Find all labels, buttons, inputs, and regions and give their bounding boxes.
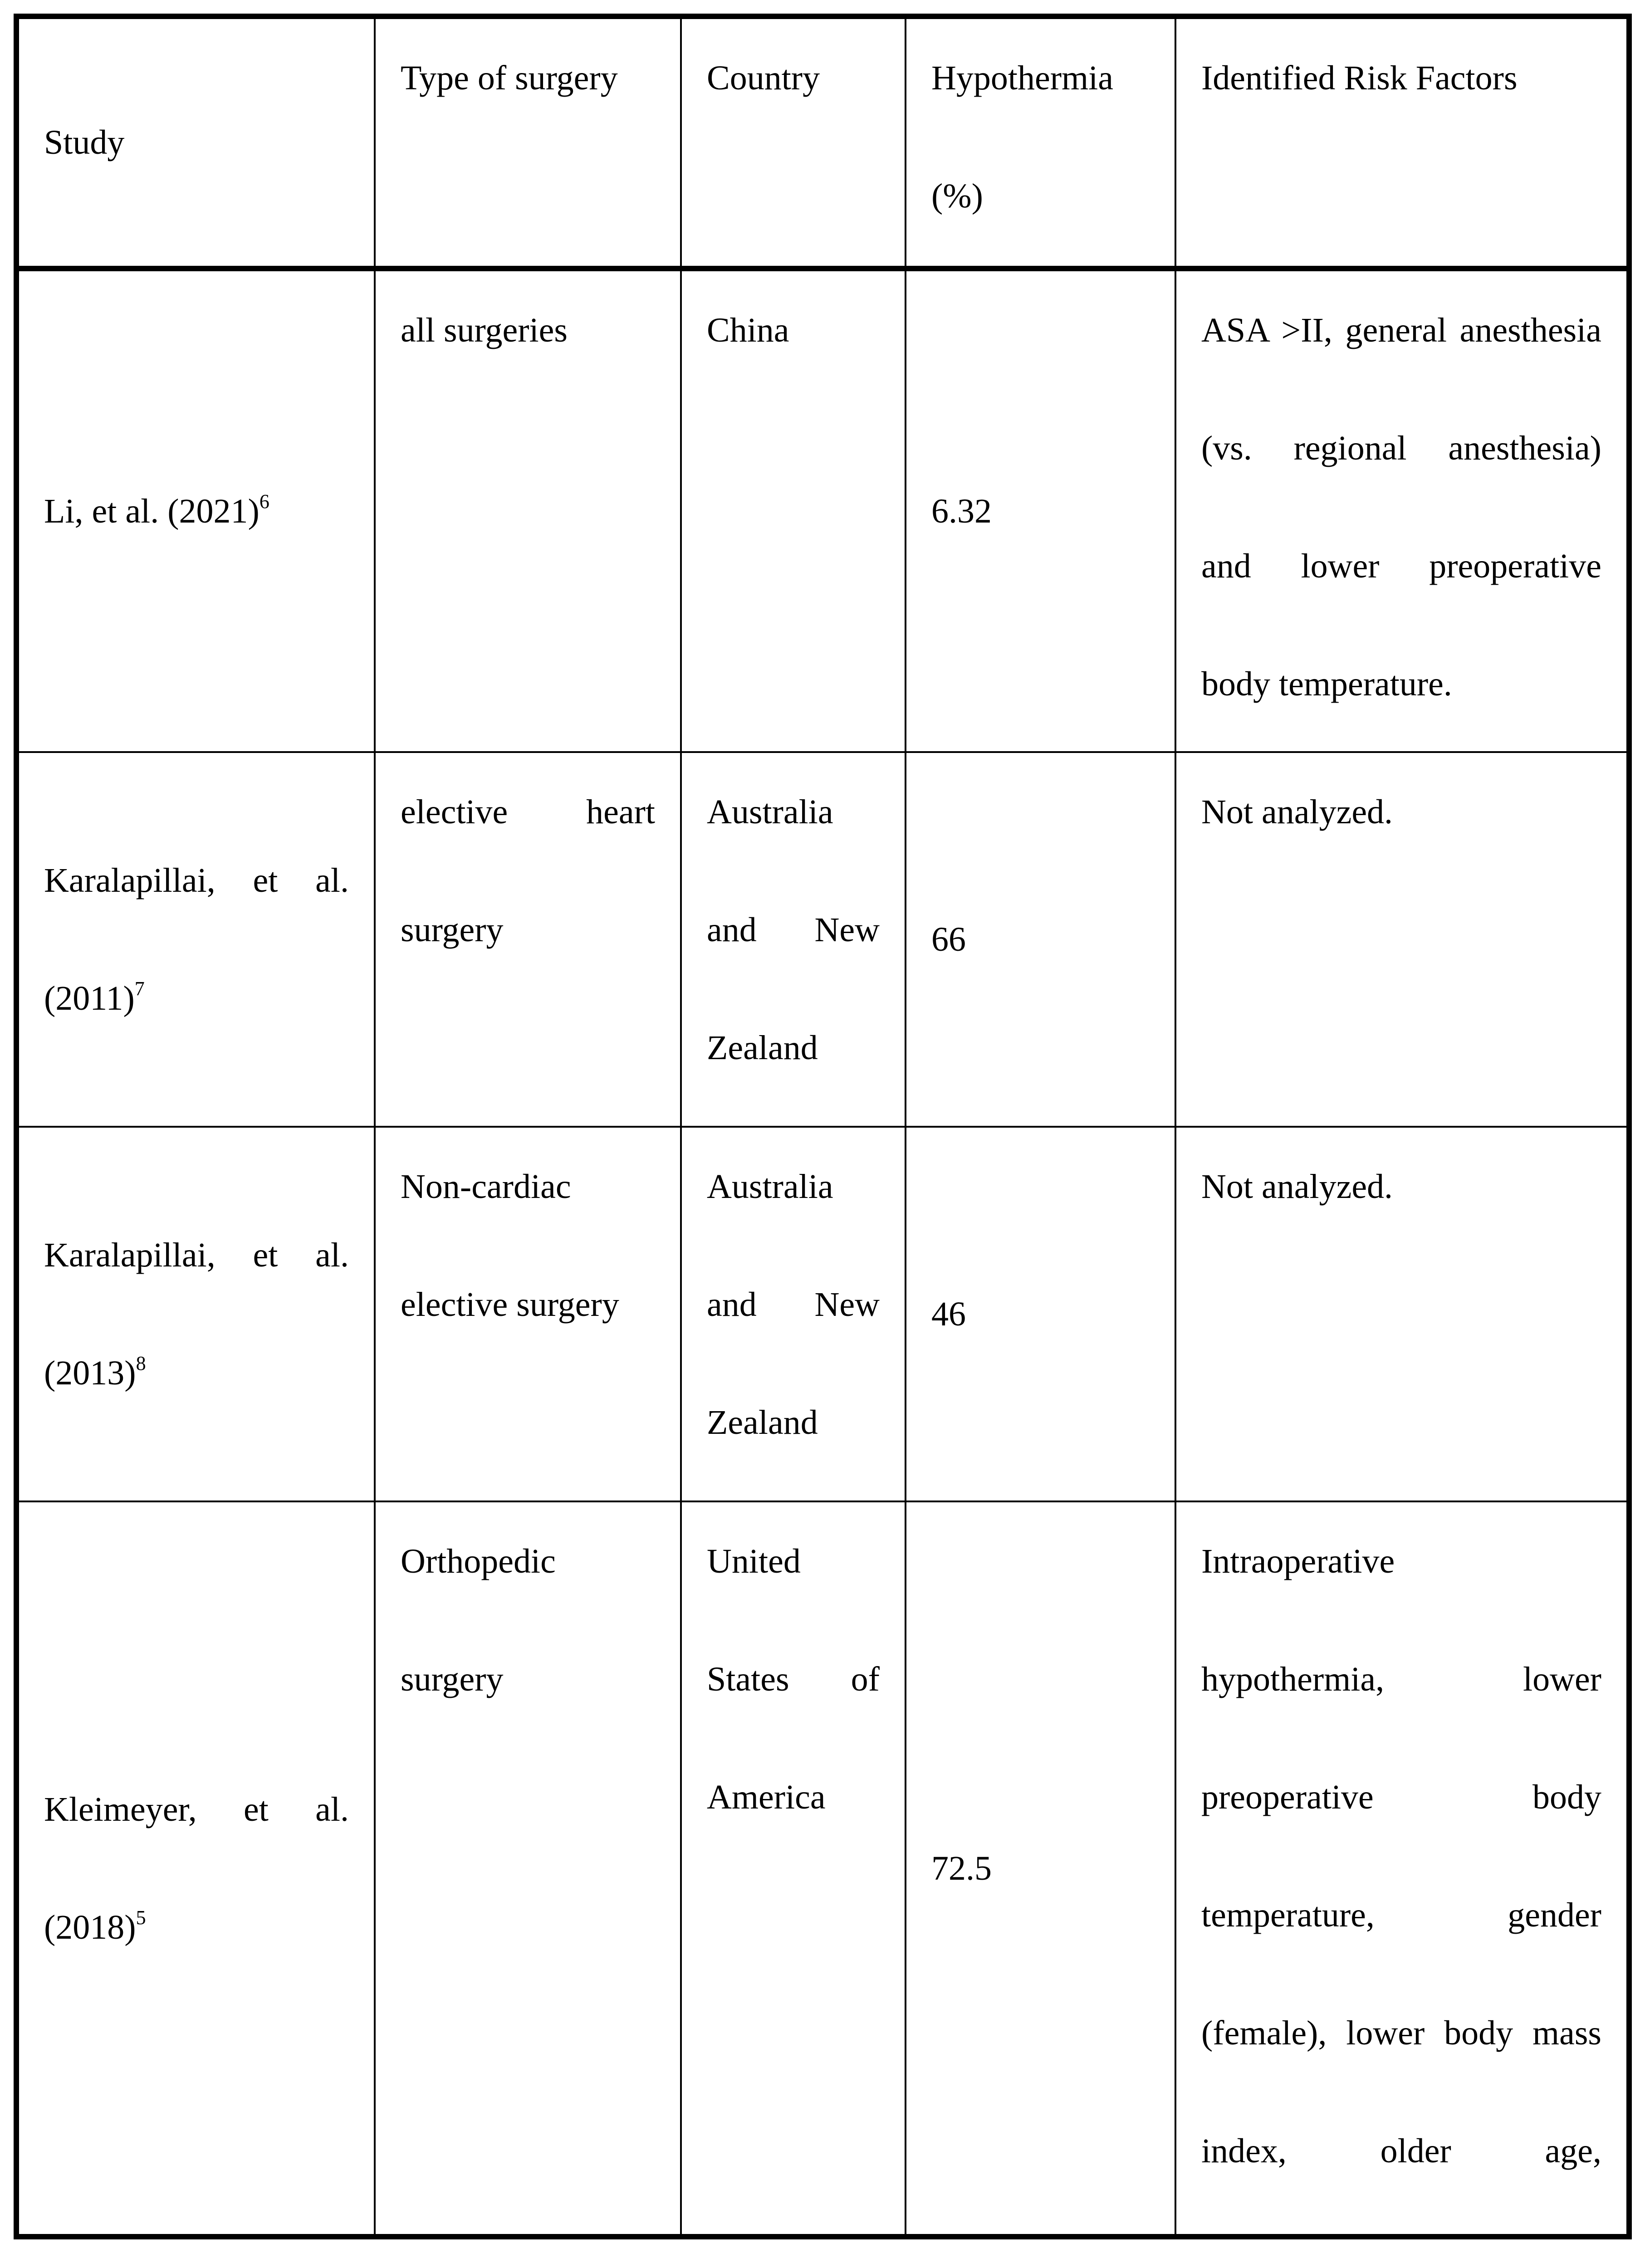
risk-factor-line: index, older age, — [1201, 2132, 1601, 2170]
hypothermia-cell — [906, 1501, 1175, 2237]
country-cell — [681, 752, 906, 1127]
surgery-type-line: Non-cardiac — [401, 1168, 571, 1206]
risk-factor-line: body temperature. — [1201, 665, 1452, 703]
risk-factors-cell — [1175, 752, 1629, 1127]
study-name-line: $(2018)^5$ — [44, 1906, 146, 1946]
table-header-row — [16, 16, 1629, 269]
surgery-cell — [375, 752, 681, 1127]
study-cell — [16, 752, 375, 1127]
surgery-cell — [375, 1501, 681, 2237]
surgery-type-line: elective heart — [401, 793, 655, 831]
study-cell — [16, 1501, 375, 2237]
header-type-of-surgery-cell — [375, 16, 681, 269]
country-line: China — [707, 311, 789, 349]
header-hypothermia-line1: Hypothermia — [931, 59, 1114, 97]
surgery-type-line: elective surgery — [401, 1286, 619, 1324]
study-name-line: $(2013)^8$ — [44, 1352, 146, 1392]
reference-superscript: 5 — [136, 1906, 146, 1929]
table-row — [16, 1501, 1629, 2237]
document-page — [0, 14, 1640, 2268]
country-line: Zealand — [707, 1403, 818, 1442]
surgery-type-line: all surgeries — [401, 311, 568, 349]
risk-factor-line: Not analyzed. — [1201, 1168, 1393, 1206]
hypothermia-value: 6.32 — [931, 492, 992, 530]
risk-factors-cell — [1175, 1127, 1629, 1501]
reference-superscript: 7 — [134, 978, 145, 1000]
header-country-cell — [681, 16, 906, 269]
header-type-of-surgery: Type of surgery — [401, 59, 618, 97]
country-line: Australia — [707, 1168, 833, 1206]
table-row — [16, 269, 1629, 752]
header-risk-factors-cell — [1175, 16, 1629, 269]
surgery-type-line: surgery — [401, 911, 504, 949]
country-cell — [681, 269, 906, 752]
study-name-line: Karalapillai, et al. — [44, 1236, 349, 1274]
hypothermia-studies-table — [14, 14, 1632, 2239]
table-row — [16, 1127, 1629, 1501]
country-line: Zealand — [707, 1029, 818, 1067]
hypothermia-cell — [906, 1127, 1175, 1501]
risk-factor-line: hypothermia, lower — [1201, 1660, 1601, 1698]
surgery-type-line: surgery — [401, 1660, 504, 1698]
reference-superscript: 8 — [136, 1352, 146, 1374]
country-line: Australia — [707, 793, 833, 831]
risk-factor-line: ASA >II, general anesthesia — [1201, 311, 1601, 349]
surgery-type-line: Orthopedic — [401, 1542, 556, 1580]
surgery-cell — [375, 269, 681, 752]
risk-factor-line: preoperative body — [1201, 1778, 1601, 1816]
header-hypothermia-cell — [906, 16, 1175, 269]
country-line: States of — [707, 1660, 880, 1698]
reference-superscript: 6 — [259, 490, 269, 513]
country-line: and New — [707, 1286, 880, 1324]
study-cell — [16, 269, 375, 752]
risk-factor-line: Intraoperative — [1201, 1542, 1395, 1580]
risk-factor-line: (vs. regional anesthesia) — [1201, 429, 1601, 467]
country-line: and New — [707, 911, 880, 949]
header-country: Country — [707, 59, 820, 97]
country-cell — [681, 1501, 906, 2237]
study-name-line: Karalapillai, et al. — [44, 861, 349, 899]
hypothermia-cell — [906, 752, 1175, 1127]
table-row — [16, 752, 1629, 1127]
header-study: Study — [44, 123, 125, 161]
risk-factors-cell — [1175, 269, 1629, 752]
study-cell — [16, 1127, 375, 1501]
risk-factor-line: Not analyzed. — [1201, 793, 1393, 831]
country-line: America — [707, 1778, 826, 1816]
surgery-cell — [375, 1127, 681, 1501]
risk-factor-line: temperature, gender — [1201, 1896, 1601, 1934]
hypothermia-value: 46 — [931, 1295, 966, 1333]
hypothermia-cell — [906, 269, 1175, 752]
risk-factors-cell — [1175, 1501, 1629, 2237]
hypothermia-value: 72.5 — [931, 1849, 992, 1887]
country-line: United — [707, 1542, 801, 1580]
study-name-line: $(2011)^7$ — [44, 978, 145, 1017]
study-name-line: Kleimeyer, et al. — [44, 1790, 349, 1828]
country-cell — [681, 1127, 906, 1501]
hypothermia-value: 66 — [931, 920, 966, 958]
risk-factor-line: (female), lower body mass — [1201, 2014, 1601, 2052]
study-name-line: Li, et al. $(2021)^6$ — [44, 490, 269, 530]
risk-factor-line: and lower preoperative — [1201, 547, 1601, 585]
header-hypothermia-line2: (%) — [931, 177, 983, 215]
header-risk-factors: Identified Risk Factors — [1201, 59, 1518, 97]
header-study-cell — [16, 16, 375, 269]
